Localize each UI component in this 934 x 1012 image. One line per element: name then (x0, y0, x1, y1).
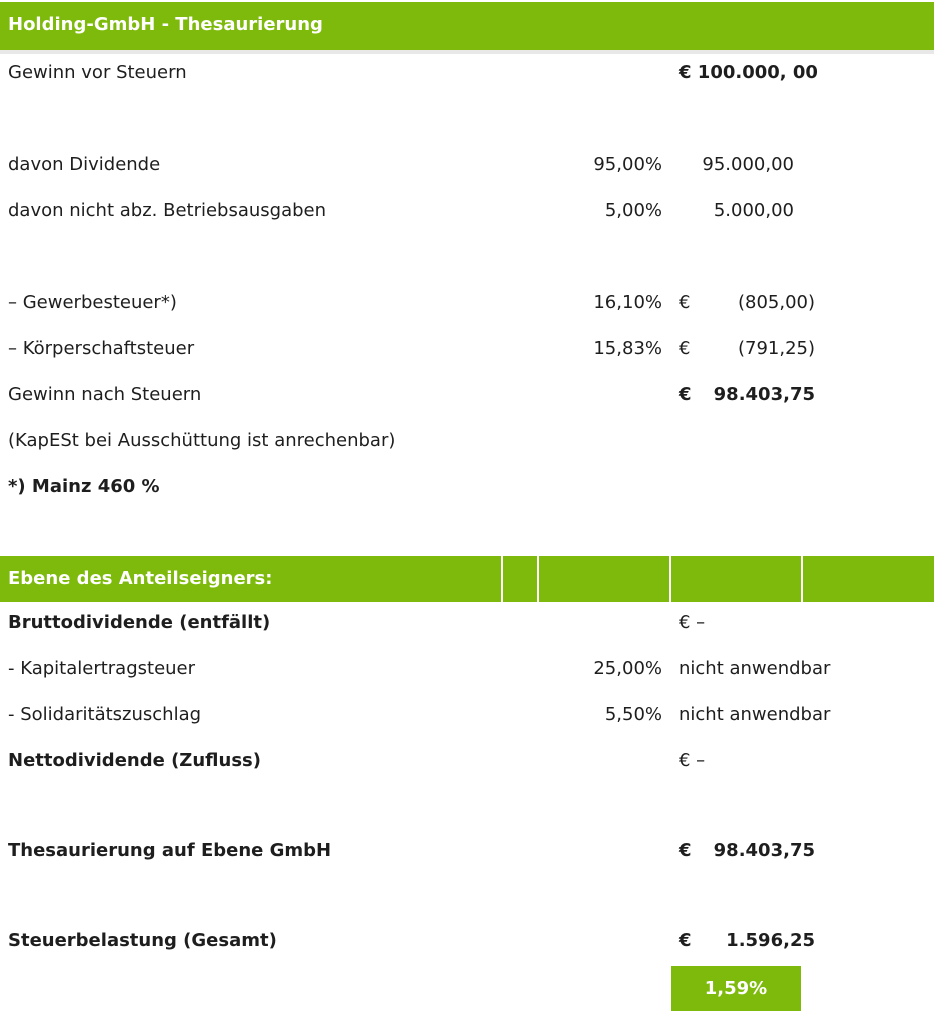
row-dividende (0, 154, 934, 184)
row-percent: 5,00% (604, 200, 662, 221)
column-divider (801, 556, 803, 602)
header-divider (0, 50, 934, 54)
row-percent: 16,10% (593, 292, 662, 313)
section-header-holding (0, 2, 934, 50)
currency-symbol: € (679, 840, 692, 861)
row-label: - Solidaritätszuschlag (8, 704, 202, 725)
row-amount: 98.403,75 (713, 384, 815, 405)
row-label: – Gewerbesteuer*) (8, 292, 177, 313)
currency-symbol: € (679, 930, 692, 951)
row-amount: (805,00) (737, 292, 815, 313)
row-gewerbesteuer (0, 292, 934, 322)
row-amount: 98.403,75 (713, 840, 815, 861)
row-value: nicht anwendbar (679, 704, 831, 725)
row-label: Thesaurierung auf Ebene GmbH (8, 840, 332, 861)
column-divider (501, 556, 503, 602)
row-percent: 5,50% (604, 704, 662, 725)
currency-symbol: € (679, 338, 691, 359)
row-label: – Körperschaftsteuer (8, 338, 195, 359)
row-gewinn-nach-steuern (0, 384, 934, 414)
currency-symbol: € (679, 292, 691, 313)
row-value: € – (679, 750, 706, 771)
row-amount: 5.000,00 (713, 200, 794, 221)
row-label: davon Dividende (8, 154, 161, 175)
note-text: (KapESt bei Ausschüttung ist anrechenbar) (8, 430, 396, 451)
row-bruttodividende (0, 612, 934, 642)
row-label: Nettodividende (Zufluss) (8, 750, 261, 771)
row-solidaritaetszuschlag (0, 704, 934, 734)
row-nettodividende (0, 750, 934, 780)
row-label: - Kapitalertragsteuer (8, 658, 196, 679)
column-divider (669, 556, 671, 602)
row-thesaurierung (0, 840, 934, 870)
row-kapest-note (0, 430, 934, 460)
row-amount: 95.000,00 (702, 154, 794, 175)
footnote-text: *) Mainz 460 % (8, 476, 160, 497)
row-gewinn-vor-steuern (0, 62, 934, 92)
row-value: nicht anwendbar (679, 658, 831, 679)
row-percent: 15,83% (593, 338, 662, 359)
row-koerperschaftsteuer (0, 338, 934, 368)
column-divider (537, 556, 539, 602)
row-amount: 1.596,25 (726, 930, 815, 951)
section-title: Ebene des Anteilseigners: (8, 568, 273, 589)
row-percent: 25,00% (593, 658, 662, 679)
row-amount: € 100.000, 00 (679, 62, 818, 83)
row-label: Gewinn vor Steuern (8, 62, 187, 83)
row-label: Bruttodividende (entfällt) (8, 612, 271, 633)
row-steuerbelastung (0, 930, 934, 960)
row-percent: 95,00% (593, 154, 662, 175)
row-nicht-abz-betriebsausgaben (0, 200, 934, 230)
row-amount: (791,25) (737, 338, 815, 359)
row-kapitalertragsteuer (0, 658, 934, 688)
section-title: Holding-GmbH - Thesaurierung (8, 14, 323, 35)
row-value: € – (679, 612, 706, 633)
row-label: Steuerbelastung (Gesamt) (8, 930, 277, 951)
currency-symbol: € (679, 384, 692, 405)
steuerquote-badge: 1,59% (671, 966, 801, 1011)
row-label: davon nicht abz. Betriebsausgaben (8, 200, 327, 221)
section-header-anteilseigner (0, 556, 934, 602)
row-label: Gewinn nach Steuern (8, 384, 202, 405)
row-footnote (0, 476, 934, 506)
